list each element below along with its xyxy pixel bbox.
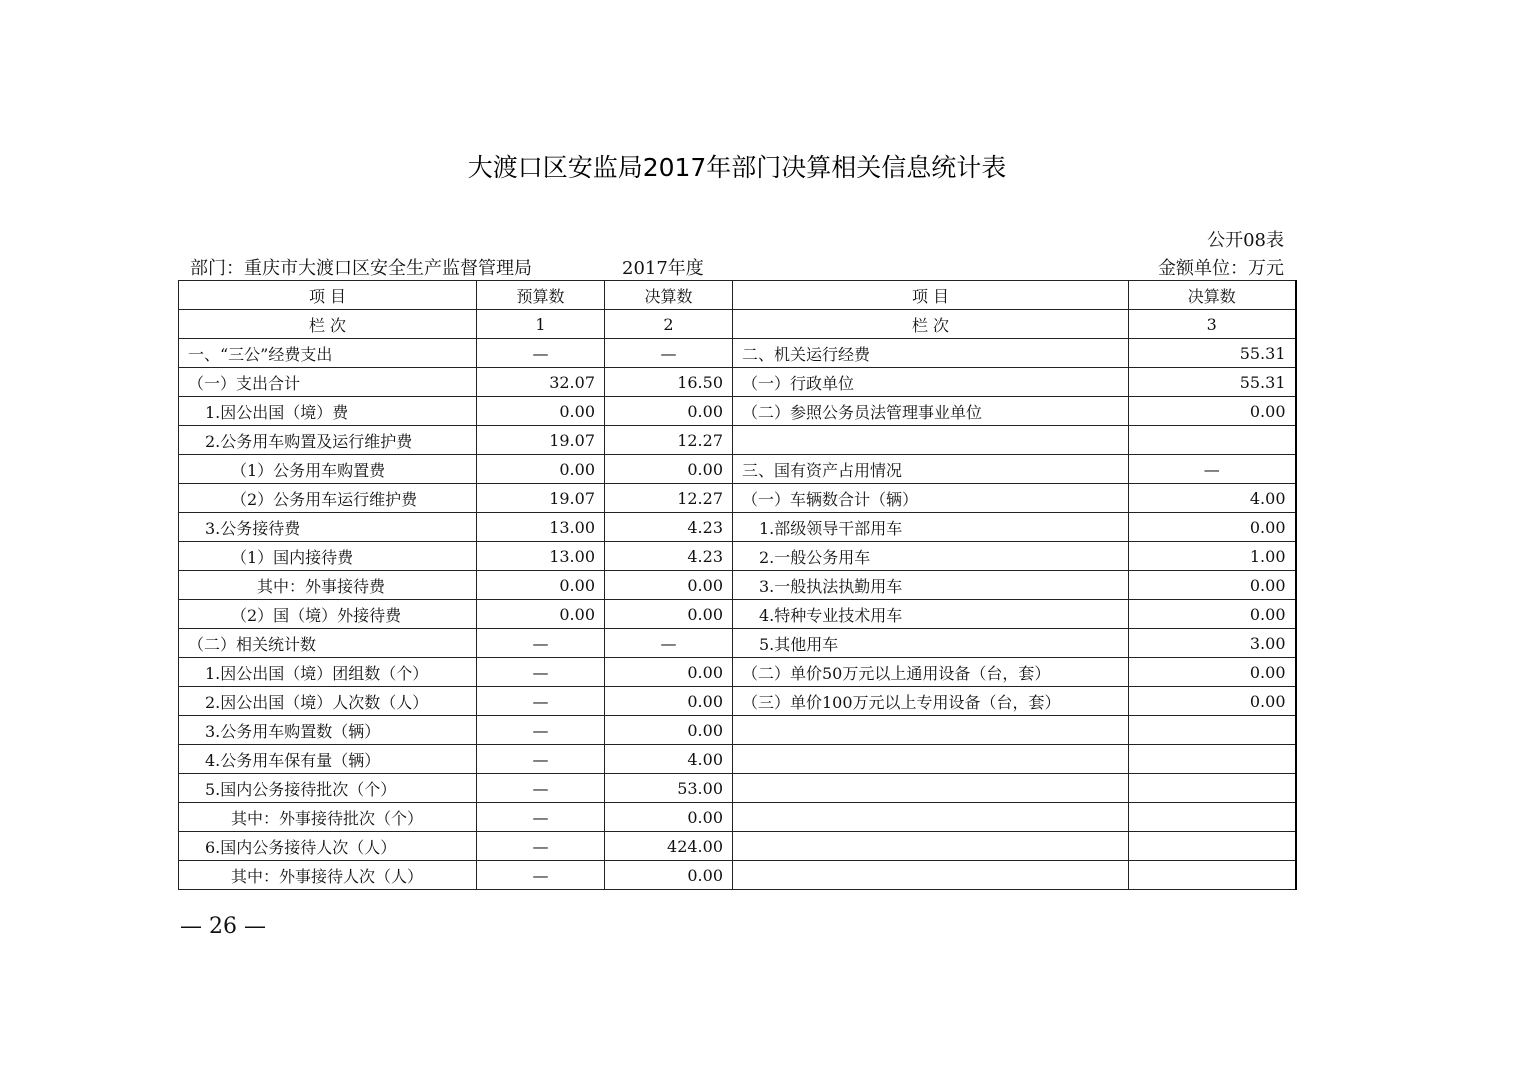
row-budget-value: 13.00 bbox=[477, 542, 605, 571]
row-item-right: 2.一般公务用车 bbox=[733, 542, 1129, 571]
column-label: 栏 次 bbox=[179, 310, 477, 339]
row-final-value: 424.00 bbox=[605, 832, 733, 861]
row-item-left: （一）支出合计 bbox=[179, 368, 477, 397]
table-row bbox=[179, 397, 1296, 426]
header-budget: 预算数 bbox=[477, 281, 605, 310]
table-row bbox=[179, 571, 1296, 600]
row-item-right: （二）单价50万元以上通用设备（台，套） bbox=[733, 658, 1129, 687]
row-item-right: （一）行政单位 bbox=[733, 368, 1129, 397]
row-item-left: 一、“三公”经费支出 bbox=[179, 339, 477, 368]
row-budget-value: — bbox=[477, 339, 605, 368]
table-row bbox=[179, 542, 1296, 571]
table-row bbox=[179, 658, 1296, 687]
fiscal-year-label: 2017年度 bbox=[622, 258, 704, 279]
row-budget-value: — bbox=[477, 861, 605, 890]
table-row bbox=[179, 513, 1296, 542]
row-final-value: 0.00 bbox=[605, 687, 733, 716]
row-item-left: 2.公务用车购置及运行维护费 bbox=[179, 426, 477, 455]
row-item-right bbox=[733, 716, 1129, 745]
row-budget-value: — bbox=[477, 745, 605, 774]
row-item-left: 5.国内公务接待批次（个） bbox=[179, 774, 477, 803]
row-item-right bbox=[733, 774, 1129, 803]
row-final-right-value: 0.00 bbox=[1129, 600, 1296, 629]
row-final-value: 0.00 bbox=[605, 397, 733, 426]
page-title: 大渡口区安监局2017年部门决算相关信息统计表 bbox=[467, 153, 1007, 182]
row-item-right: （一）车辆数合计（辆） bbox=[733, 484, 1129, 513]
table-row bbox=[179, 600, 1296, 629]
row-budget-value: — bbox=[477, 658, 605, 687]
row-final-value: — bbox=[605, 629, 733, 658]
table-row bbox=[179, 484, 1296, 513]
row-final-right-value bbox=[1129, 861, 1296, 890]
row-item-right: 三、国有资产占用情况 bbox=[733, 455, 1129, 484]
row-final-right-value: 55.31 bbox=[1129, 339, 1296, 368]
table-row bbox=[179, 339, 1296, 368]
row-final-right-value: 1.00 bbox=[1129, 542, 1296, 571]
row-final-right-value bbox=[1129, 745, 1296, 774]
row-final-value: 0.00 bbox=[605, 803, 733, 832]
row-budget-value: 0.00 bbox=[477, 571, 605, 600]
row-item-left: 4.公务用车保有量（辆） bbox=[179, 745, 477, 774]
row-item-right bbox=[733, 745, 1129, 774]
row-final-right-value bbox=[1129, 803, 1296, 832]
header-item-right: 项 目 bbox=[733, 281, 1129, 310]
header-final-right: 决算数 bbox=[1129, 281, 1296, 310]
row-item-right: 二、机关运行经费 bbox=[733, 339, 1129, 368]
table-row bbox=[179, 426, 1296, 455]
row-final-value: 12.27 bbox=[605, 484, 733, 513]
table-row bbox=[179, 687, 1296, 716]
header-item: 项 目 bbox=[179, 281, 477, 310]
row-item-left: 其中：外事接待人次（人） bbox=[179, 861, 477, 890]
amount-unit-label: 金额单位：万元 bbox=[1158, 258, 1284, 279]
header-final: 决算数 bbox=[605, 281, 733, 310]
row-final-right-value bbox=[1129, 774, 1296, 803]
row-item-left: 6.国内公务接待人次（人） bbox=[179, 832, 477, 861]
row-budget-value: 0.00 bbox=[477, 455, 605, 484]
table-row bbox=[179, 368, 1296, 397]
row-item-right: （二）参照公务员法管理事业单位 bbox=[733, 397, 1129, 426]
row-final-right-value: 55.31 bbox=[1129, 368, 1296, 397]
table-row bbox=[179, 455, 1296, 484]
row-final-right-value: 0.00 bbox=[1129, 397, 1296, 426]
page-number: — 26 — bbox=[180, 914, 266, 939]
row-budget-value: — bbox=[477, 803, 605, 832]
row-final-value: 53.00 bbox=[605, 774, 733, 803]
row-item-right: 4.特种专业技术用车 bbox=[733, 600, 1129, 629]
column-number-row bbox=[179, 310, 1296, 339]
row-final-right-value bbox=[1129, 832, 1296, 861]
row-budget-value: 0.00 bbox=[477, 397, 605, 426]
row-budget-value: — bbox=[477, 832, 605, 861]
row-final-value: 4.23 bbox=[605, 513, 733, 542]
row-item-right bbox=[733, 861, 1129, 890]
row-item-left: （1）国内接待费 bbox=[179, 542, 477, 571]
row-final-right-value bbox=[1129, 426, 1296, 455]
table-row bbox=[179, 774, 1296, 803]
row-final-value: 0.00 bbox=[605, 600, 733, 629]
table-row bbox=[179, 716, 1296, 745]
row-item-left: 3.公务用车购置数（辆） bbox=[179, 716, 477, 745]
row-item-right: 3.一般执法执勤用车 bbox=[733, 571, 1129, 600]
row-final-value: 4.23 bbox=[605, 542, 733, 571]
row-item-right: 1.部级领导干部用车 bbox=[733, 513, 1129, 542]
row-item-left: 3.公务接待费 bbox=[179, 513, 477, 542]
row-final-right-value: 3.00 bbox=[1129, 629, 1296, 658]
row-budget-value: 0.00 bbox=[477, 600, 605, 629]
row-final-right-value: — bbox=[1129, 455, 1296, 484]
table-header-row bbox=[179, 281, 1296, 310]
row-item-left: 2.因公出国（境）人次数（人） bbox=[179, 687, 477, 716]
form-number: 公开08表 bbox=[1207, 230, 1284, 251]
row-final-value: 12.27 bbox=[605, 426, 733, 455]
row-final-value: 0.00 bbox=[605, 658, 733, 687]
row-item-left: （二）相关统计数 bbox=[179, 629, 477, 658]
table-row bbox=[179, 745, 1296, 774]
department-label: 部门：重庆市大渡口区安全生产监督管理局 bbox=[190, 258, 532, 279]
table-row bbox=[179, 629, 1296, 658]
row-item-right: （三）单价100万元以上专用设备（台，套） bbox=[733, 687, 1129, 716]
row-final-value: 16.50 bbox=[605, 368, 733, 397]
row-final-right-value: 0.00 bbox=[1129, 687, 1296, 716]
row-final-value: 0.00 bbox=[605, 861, 733, 890]
row-item-left: 其中：外事接待费 bbox=[179, 571, 477, 600]
row-item-right bbox=[733, 803, 1129, 832]
row-budget-value: — bbox=[477, 774, 605, 803]
row-item-left: 1.因公出国（境）团组数（个） bbox=[179, 658, 477, 687]
row-budget-value: 19.07 bbox=[477, 426, 605, 455]
row-final-right-value: 0.00 bbox=[1129, 658, 1296, 687]
table-row bbox=[179, 832, 1296, 861]
row-final-value: 0.00 bbox=[605, 716, 733, 745]
row-final-right-value: 4.00 bbox=[1129, 484, 1296, 513]
column-number-2: 2 bbox=[605, 310, 733, 339]
row-final-right-value: 0.00 bbox=[1129, 513, 1296, 542]
row-item-left: （2）国（境）外接待费 bbox=[179, 600, 477, 629]
row-budget-value: — bbox=[477, 629, 605, 658]
row-item-left: （1）公务用车购置费 bbox=[179, 455, 477, 484]
row-final-right-value bbox=[1129, 716, 1296, 745]
row-final-value: 0.00 bbox=[605, 455, 733, 484]
row-budget-value: 32.07 bbox=[477, 368, 605, 397]
row-item-left: 1.因公出国（境）费 bbox=[179, 397, 477, 426]
row-item-left: 其中：外事接待批次（个） bbox=[179, 803, 477, 832]
column-number-3: 3 bbox=[1129, 310, 1296, 339]
row-item-right bbox=[733, 426, 1129, 455]
row-budget-value: — bbox=[477, 716, 605, 745]
row-final-value: 4.00 bbox=[605, 745, 733, 774]
row-final-right-value: 0.00 bbox=[1129, 571, 1296, 600]
row-item-right bbox=[733, 832, 1129, 861]
row-final-value: 0.00 bbox=[605, 571, 733, 600]
table-row bbox=[179, 803, 1296, 832]
row-item-right: 5.其他用车 bbox=[733, 629, 1129, 658]
row-final-value: — bbox=[605, 339, 733, 368]
row-item-left: （2）公务用车运行维护费 bbox=[179, 484, 477, 513]
column-label-right: 栏 次 bbox=[733, 310, 1129, 339]
statistics-table bbox=[178, 280, 1297, 890]
column-number-1: 1 bbox=[477, 310, 605, 339]
table-row bbox=[179, 861, 1296, 890]
row-budget-value: — bbox=[477, 687, 605, 716]
row-budget-value: 13.00 bbox=[477, 513, 605, 542]
row-budget-value: 19.07 bbox=[477, 484, 605, 513]
